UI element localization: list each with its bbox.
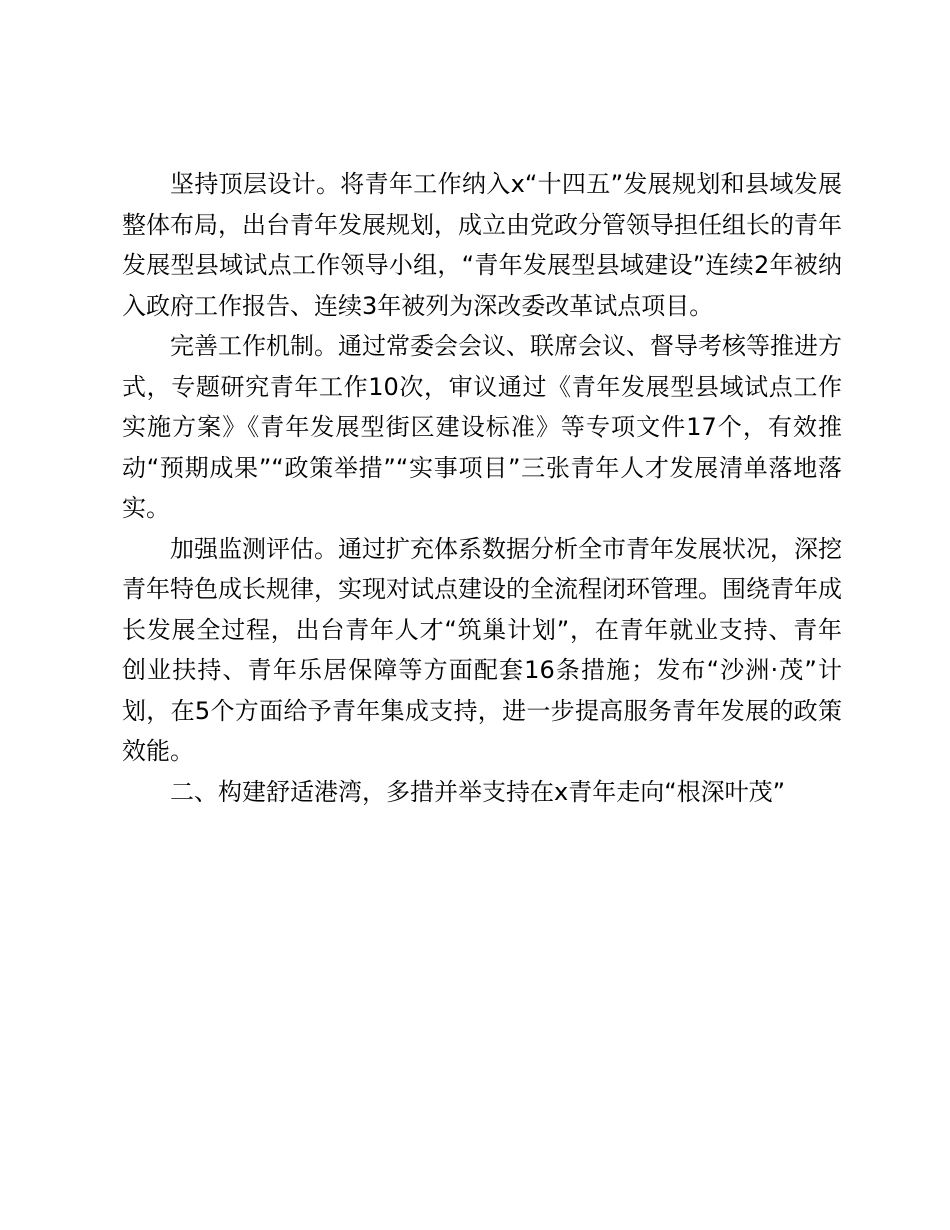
paragraph-work-mechanism: 完善工作机制。通过常委会会议、联席会议、督导考核等推进方式，专题研究青年工作10次，审议通过《青年发展型县域试点工作实施方案》《青年发展型街区建设标准》等专项文件17个，有效推动“预期成果”“政策举措”“实事项目”三张青年人才发展清单落地落实。: [122, 332, 842, 522]
paragraph-top-level-design: 坚持顶层设计。将青年工作纳入x“十四五”发展规划和县域发展整体布局，出台青年发展规划，成立由党政分管领导担任组长的青年发展型县域试点工作领导小组，“青年发展型县域建设”连续2年被纳入政府工作报告、连续3年被列为深改委改革试点项目。: [122, 170, 842, 320]
paragraph-monitoring-evaluation: 加强监测评估。通过扩充体系数据分析全市青年发展状况，深挖青年特色成长规律，实现对试点建设的全流程闭环管理。围绕青年成长发展全过程，出台青年人才“筑巢计划”，在青年就业支持、青年创业扶持、青年乐居保障等方面配套16条措施；发布“沙洲·茂”计划，在5个方面给予青年集成支持，进一步提高服务青年发展的政策效能。: [122, 534, 842, 765]
section-heading: 二、构建舒适港湾，多措并举支持在x青年走向“根深叶茂”: [170, 777, 786, 806]
document-body: [122, 164, 842, 812]
